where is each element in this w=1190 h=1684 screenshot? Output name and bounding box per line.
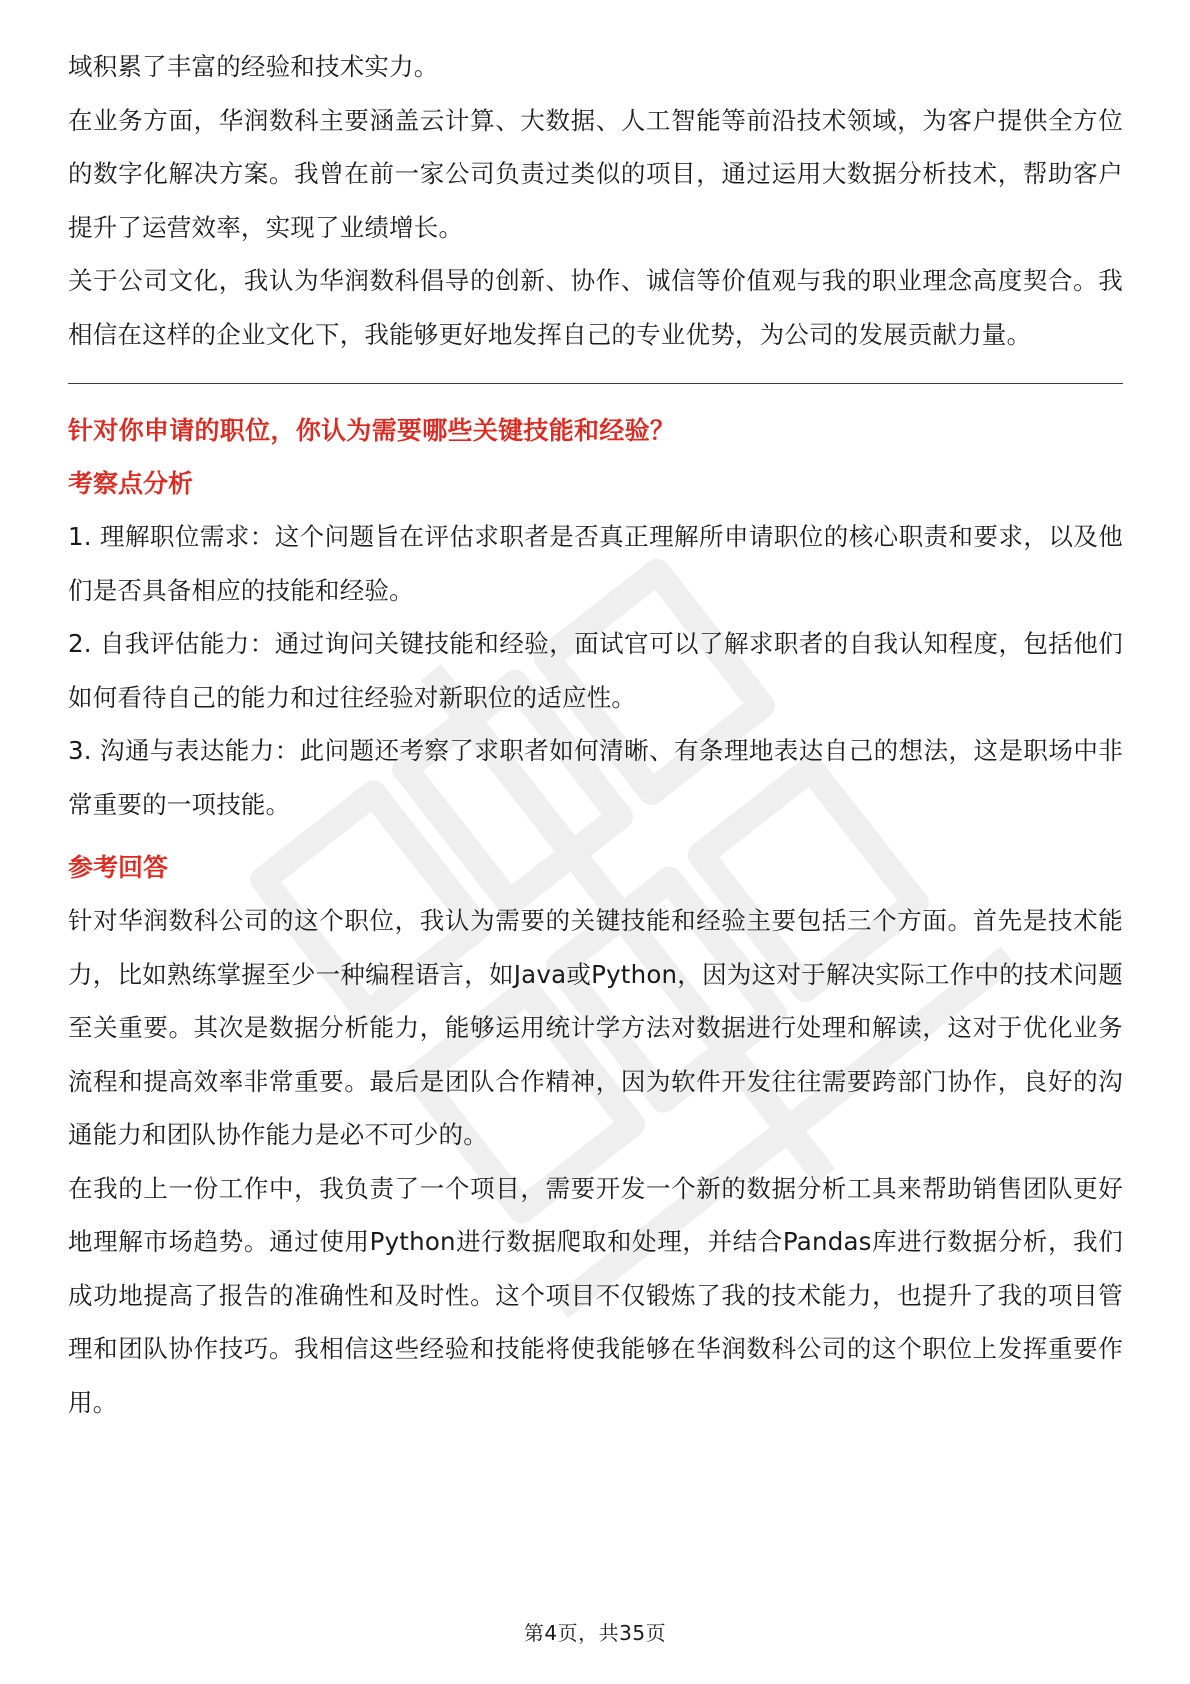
intro-paragraph-3: 关于公司文化，我认为华润数科倡导的创新、协作、诚信等价值观与我的职业理念高度契合。我相信在这样的企业文化下，我能够更好地发挥自己的专业优势，为公司的发展贡献力量。 [68, 266, 1123, 349]
intro-paragraph-2: 在业务方面，华润数科主要涵盖云计算、大数据、人工智能等前沿技术领域，为客户提供全方位的数字化解决方案。我曾在前一家公司负责过类似的项目，通过运用大数据分析技术，帮助客户提升了运营效率，实现了业绩增长。 [68, 105, 1123, 242]
answer-paragraph-2: 在我的上一份工作中，我负责了一个项目，需要开发一个新的数据分析工具来帮助销售团队更好地理解市场趋势。通过使用Python进行数据爬取和处理，并结合Pandas库进行数据分析，我们成功地提高了报告的准确性和及时性。这个项目不仅锻炼了我的技术能力，也提升了我的项目管理和团队协作技巧。我相信这些经验和技能将使我能够在华润数科公司的这个职位上发挥重要作用。 [68, 1173, 1123, 1417]
intro-section [68, 0, 1123, 361]
page-number: 第4页，共35页 [523, 1621, 667, 1645]
question-section [68, 384, 1123, 1429]
question-heading: 针对你申请的职位，你认为需要哪些关键技能和经验？ [68, 416, 676, 445]
answer-heading: 参考回答 [68, 853, 169, 882]
analysis-point-1: 1. 理解职位需求：这个问题旨在评估求职者是否真正理解所申请职位的核心职责和要求，以及他们是否具备相应的技能和经验。 [68, 522, 1123, 605]
document-page [68, 0, 1123, 1684]
analysis-heading: 考察点分析 [68, 469, 194, 498]
intro-paragraph-1: 域积累了丰富的经验和技术实力。 [68, 52, 439, 81]
analysis-point-3: 3. 沟通与表达能力：此问题还考察了求职者如何清晰、有条理地表达自己的想法，这是职场中非常重要的一项技能。 [68, 736, 1123, 819]
answer-paragraph-1: 针对华润数科公司的这个职位，我认为需要的关键技能和经验主要包括三个方面。首先是技术能力，比如熟练掌握至少一种编程语言，如Java或Python，因为这对于解决实际工作中的技术问题至关重要。其次是数据分析能力，能够运用统计学方法对数据进行处理和解读，这对于优化业务流程和提高效率非常重要。最后是团队合作精神，因为软件开发往往需要跨部门协作，良好的沟通能力和团队协作能力是必不可少的。 [68, 906, 1123, 1149]
analysis-point-2: 2. 自我评估能力：通过询问关键技能和经验，面试官可以了解求职者的自我认知程度，包括他们如何看待自己的能力和过往经验对新职位的适应性。 [68, 629, 1123, 712]
